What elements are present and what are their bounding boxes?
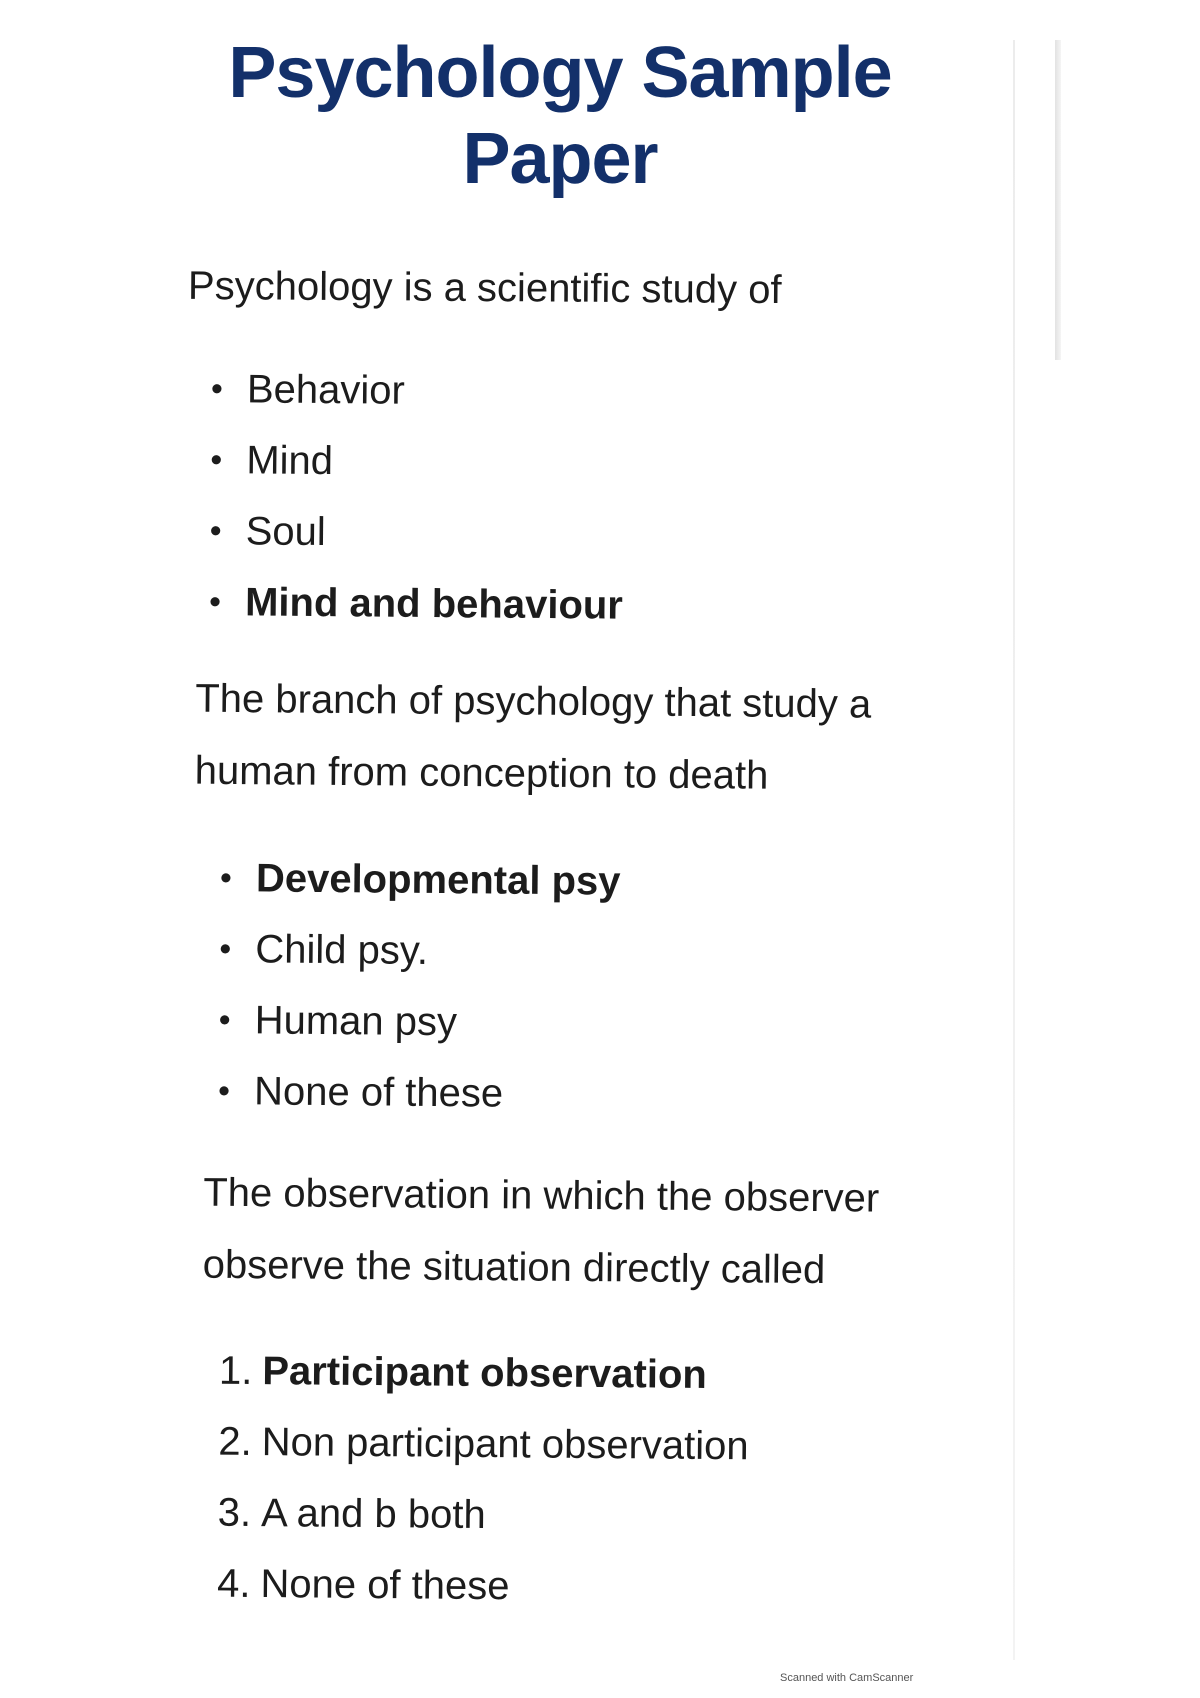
option-item — [219, 914, 620, 988]
option-number: 3. — [217, 1490, 252, 1535]
bullet-icon: • — [210, 441, 223, 480]
bullet-icon: • — [208, 583, 222, 622]
question-2-options — [217, 843, 621, 1130]
bullet-icon: • — [219, 859, 233, 898]
option-item — [218, 1407, 749, 1483]
bullet-icon: • — [210, 370, 224, 409]
question-2-text: The branch of psychology that study a human from conception to death — [194, 676, 872, 798]
option-item — [217, 1056, 619, 1130]
option-text: Soul — [245, 509, 326, 555]
option-item-correct — [219, 1336, 750, 1412]
option-text: Mind and behaviour — [244, 580, 624, 628]
option-number: 1. — [218, 1348, 253, 1393]
question-1-options — [208, 354, 625, 641]
option-text: Child psy. — [255, 927, 429, 973]
option-text: None of these — [260, 1562, 510, 1609]
question-1-text: Psychology is a scientific study of — [187, 263, 782, 313]
question-3-options — [217, 1336, 750, 1625]
option-item — [209, 496, 623, 570]
option-text: None of these — [253, 1069, 504, 1116]
option-item-correct — [208, 567, 624, 641]
bullet-icon: • — [217, 1072, 231, 1111]
option-text: Mind — [246, 438, 334, 484]
page-edge-shadow — [1055, 40, 1061, 360]
option-item — [217, 1549, 748, 1625]
bullet-icon: • — [219, 930, 232, 969]
option-item — [210, 354, 625, 428]
bullet-icon: • — [218, 1001, 231, 1040]
title-line-1: Psychology Sample — [228, 33, 892, 113]
option-number: 2. — [218, 1419, 252, 1464]
option-text: A and b both — [260, 1491, 486, 1538]
bullet-icon: • — [209, 512, 222, 551]
option-text: Participant observation — [262, 1349, 708, 1397]
page-edge-line — [1013, 40, 1015, 1660]
title-line-2: Paper — [462, 119, 658, 199]
option-item — [217, 1478, 748, 1554]
question-3-text: The observation in which the observer observe the situation directly called — [202, 1170, 880, 1293]
option-item-correct — [219, 843, 621, 917]
option-text: Human psy — [254, 998, 458, 1045]
option-text: Developmental psy — [255, 856, 621, 904]
option-item — [218, 985, 619, 1059]
option-text: Non participant observation — [261, 1420, 749, 1469]
option-number: 4. — [216, 1561, 251, 1606]
option-item — [210, 425, 624, 499]
option-text: Behavior — [246, 367, 406, 413]
scanner-watermark: Scanned with CamScanner — [780, 1672, 914, 1684]
page-title — [190, 30, 930, 202]
